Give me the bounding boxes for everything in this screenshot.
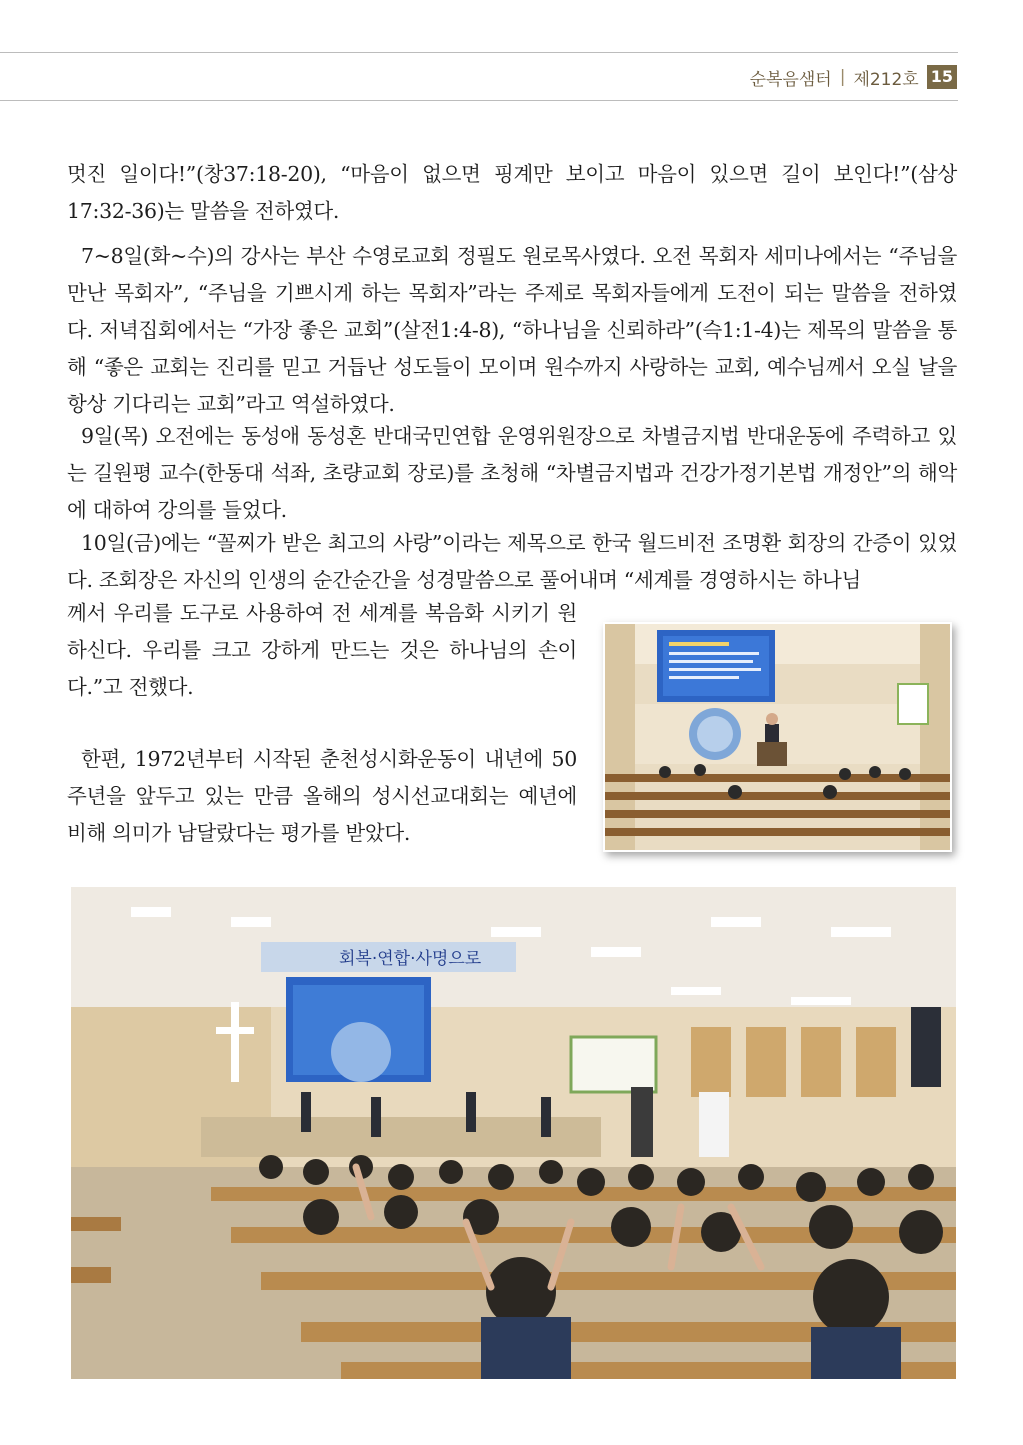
paragraph-4: 10일(금)에는 “꼴찌가 받은 최고의 사랑”이라는 제목으로 한국 월드비전 조명환 회장의 간증이 있었다. 조회장은 자신의 인생의 순간순간을 성경말씀으로 풀어내며 “세계를 경영하시는 하나님: [67, 531, 957, 592]
header-bottom-rule: [0, 100, 958, 101]
section-title: 순복음샘터: [749, 69, 832, 90]
page-header: [750, 64, 957, 90]
paragraph-2: 7~8일(화~수)의 강사는 부산 수영로교회 정필도 원로목사였다. 오전 목회자 세미나에서는 “주님을 만난 목회자”, “주님을 기쁘시게 하는 목회자”라는 주제로 목회자들에게 도전이 되는 말씀을 전하였다. 저녁집회에서는 “가장 좋은 교회”(살전1:4-8), “하나님을 신뢰하라”(슥1:1-4)는 제목의 말씀을 통해 “좋은 교회는 진리를 믿고 거듭난 성도들이 모이며 원수까지 사랑하는 교회, 예수님께서 오실 날을 항상 기다리는 교회”라고 역설하였다.: [67, 244, 957, 416]
paragraph-3: 9일(목) 오전에는 동성애 동성혼 반대국민연합 운영위원장으로 차별금지법 반대운동에 주력하고 있는 길원평 교수(한동대 석좌, 초량교회 장로)를 초청해 “차별금지법과 건강가정기본법 개정안”의 해악에 대하여 강의를 들었다.: [67, 424, 957, 522]
banner-text: 회복·연합·사명으로: [339, 949, 482, 969]
issue-number: 제212호: [853, 69, 919, 90]
paragraph-1: 멋진 일이다!”(창37:18-20), “마음이 없으면 핑계만 보이고 마음이 있으면 길이 보인다!”(삼상 17:32-36)는 말씀을 전하였다.: [67, 162, 957, 223]
paragraph-5: 한편, 1972년부터 시작된 춘천성시화운동이 내년에 50주년을 앞두고 있는 만큼 올해의 성시선교대회는 예년에 비해 의미가 남달랐다는 평가를 받았다.: [67, 747, 577, 845]
page-number: 15: [927, 65, 957, 89]
header-top-rule: [0, 52, 958, 53]
worship-photo: [71, 887, 956, 1379]
paragraph-4-continued: 께서 우리를 도구로 사용하여 전 세계를 복음화 시키기 원하신다. 우리를 크고 강하게 만드는 것은 하나님의 손이다.”고 전했다.: [67, 601, 577, 699]
speaker-photo-illustration: [605, 624, 950, 850]
speaker-photo: [603, 622, 952, 852]
header-separator: |: [839, 67, 846, 87]
worship-photo-illustration: [71, 887, 956, 1379]
